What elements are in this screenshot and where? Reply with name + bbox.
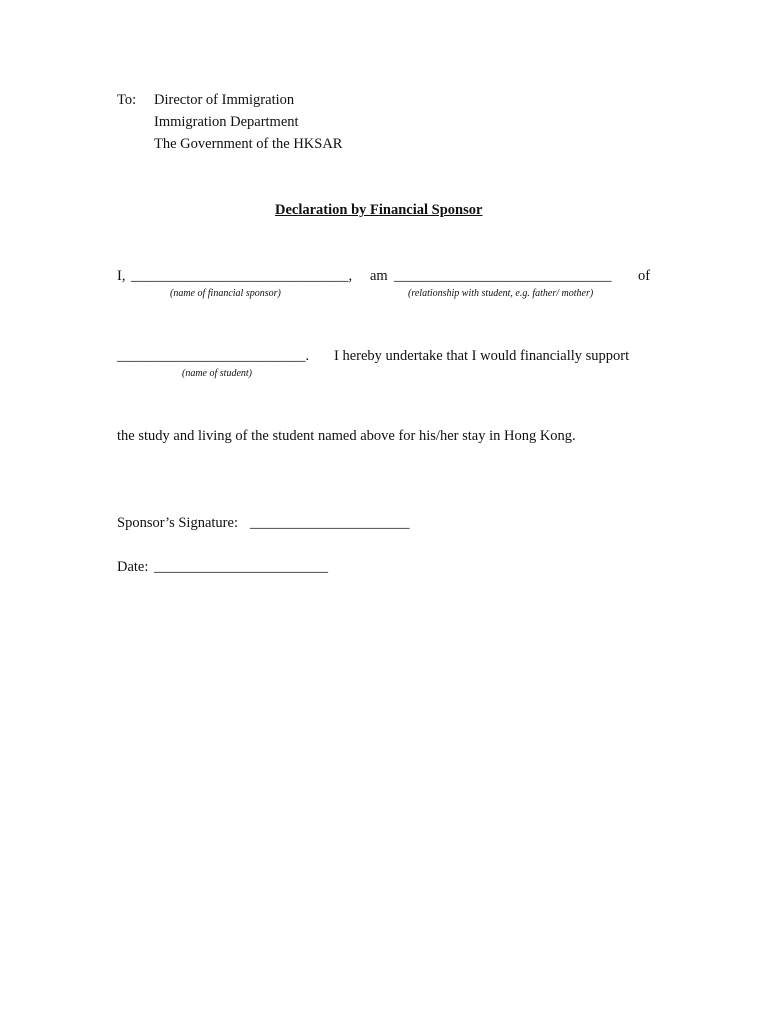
signature-blank[interactable]: ______________________ xyxy=(250,515,410,531)
caption-sponsor-name: (name of financial sponsor) xyxy=(170,288,281,299)
recipient-line-2: Immigration Department xyxy=(154,114,299,130)
undertaking-text: I hereby undertake that I would financially support xyxy=(334,348,630,364)
signature-label: Sponsor’s Signature: xyxy=(117,515,238,531)
declarant-prefix: I, xyxy=(117,268,126,284)
date-label: Date: xyxy=(117,559,149,575)
student-name-blank[interactable]: __________________________. xyxy=(117,348,310,364)
date-blank[interactable]: ________________________ xyxy=(154,559,328,575)
recipient-line-1: Director of Immigration xyxy=(154,92,295,108)
support-statement: the study and living of the student named above for his/her stay in Hong Kong. xyxy=(117,428,576,444)
caption-student-name: (name of student) xyxy=(182,368,252,379)
of-word: of xyxy=(638,268,651,284)
recipient-line-3: The Government of the HKSAR xyxy=(154,136,343,152)
to-label: To: xyxy=(117,92,137,108)
caption-relationship: (relationship with student, e.g. father/ mother) xyxy=(408,288,594,299)
document-title: Declaration by Financial Sponsor xyxy=(275,202,483,218)
am-word: am xyxy=(370,268,388,284)
sponsor-name-blank[interactable]: ______________________________, xyxy=(131,268,353,284)
relationship-blank[interactable]: ______________________________ xyxy=(394,268,612,284)
